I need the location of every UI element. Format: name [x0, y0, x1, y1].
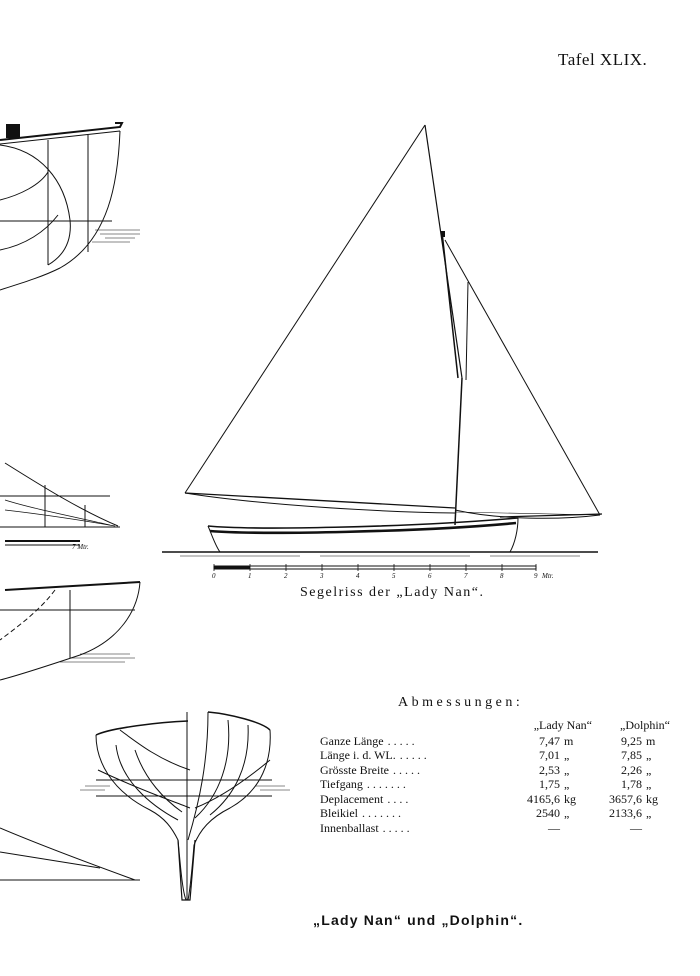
dimension-row [320, 748, 670, 763]
column-header-lady-nan: „Lady Nan“ [533, 718, 592, 732]
lady-nan-unit [560, 821, 592, 836]
lady-nan-unit: kg [564, 791, 576, 806]
scale-tick-8: 8 [500, 572, 504, 580]
leader-dots: . . . . . [399, 748, 427, 762]
dolphin-value: 2,26 [621, 762, 642, 777]
dimension-label-text: Grösste Breite [320, 762, 389, 777]
scale-unit: Mtr. [542, 572, 554, 580]
dimension-label-text: Deplacement [320, 791, 384, 806]
figure-caption: Segelriss der „Lady Nan“. [300, 585, 485, 600]
sail-plan [185, 125, 602, 525]
dimension-label-text: Tiefgang [320, 777, 363, 791]
main-hull [162, 518, 598, 556]
bottom-left-hull-section [0, 828, 140, 880]
dimension-label [320, 734, 470, 749]
lady-nan-value: 4165,6 [527, 791, 560, 806]
dimension-row [320, 734, 670, 749]
lady-nan-value: 2540 [536, 806, 560, 820]
dolphin-unit: m [646, 733, 656, 748]
dolphin-value: 1,78 [621, 777, 642, 791]
dimension-row [320, 806, 670, 821]
scale-tick-1: 1 [248, 572, 252, 580]
lady-nan-value: 1,75 [539, 777, 560, 791]
dolphin-unit [642, 821, 670, 836]
scale-tick-3: 3 [320, 572, 324, 580]
lady-nan-unit: „ [564, 762, 570, 777]
dimension-label [320, 806, 470, 821]
lady-nan-unit: m [564, 733, 574, 748]
dimension-label-text: Ganze Länge [320, 733, 384, 748]
dimension-label-text: Bleikiel [320, 806, 358, 820]
dolphin-value: 7,85 [621, 748, 642, 762]
dimension-label [320, 763, 470, 778]
dolphin-unit: „ [646, 806, 652, 820]
dimension-label-text: Länge i. d. WL. [320, 748, 396, 762]
plate-footer-title: „Lady Nan“ und „Dolphin“. [313, 912, 524, 928]
scale-tick-7: 7 [464, 572, 468, 580]
lower-left-hull-section [0, 582, 140, 680]
mid-left-hull-section [0, 463, 120, 545]
plate-title: Tafel XLIX. [558, 50, 648, 69]
leader-dots: . . . . . . . [366, 777, 406, 791]
lady-nan-value: 7,47 [539, 733, 560, 748]
scale-tick-9: 9 [534, 572, 538, 580]
lady-nan-unit: „ [564, 777, 570, 791]
dolphin-unit: „ [646, 777, 652, 791]
dimension-label [320, 777, 470, 792]
scale-tick-4: 4 [356, 572, 360, 580]
dimension-label-text: Innenballast [320, 820, 379, 835]
dolphin-unit: kg [646, 791, 658, 806]
dimension-label [320, 821, 470, 836]
lady-nan-unit: „ [564, 806, 570, 820]
leader-dots: . . . . . [387, 733, 415, 748]
scale-tick-6: 6 [428, 572, 432, 580]
top-left-hull-section [0, 123, 140, 290]
dimension-row [320, 792, 670, 807]
scale-tick-0: 0 [212, 572, 216, 580]
dimension-row [320, 821, 670, 836]
lady-nan-unit: „ [564, 748, 570, 762]
dimensions-table [320, 718, 670, 835]
dolphin-value: 2133,6 [609, 806, 642, 820]
dimensions-title: Abmessungen: [398, 695, 524, 710]
lady-nan-value: 7,01 [539, 748, 560, 762]
dimension-row [320, 763, 670, 778]
leader-dots: . . . . . . . [362, 806, 401, 820]
dimension-row [320, 777, 670, 792]
lady-nan-value: 2,53 [539, 762, 560, 777]
dolphin-value: 3657,6 [609, 791, 642, 806]
lady-nan-value: — [548, 820, 560, 835]
leader-dots: . . . . . [382, 820, 410, 835]
scale-bar [212, 564, 554, 580]
column-header-dolphin: „Dolphin“ [620, 718, 670, 732]
dolphin-unit: „ [646, 748, 652, 762]
leader-dots: . . . . [387, 791, 409, 806]
dolphin-value: 9,25 [621, 733, 642, 748]
small-scale-label: 7 Mtr. [72, 543, 89, 551]
leader-dots: . . . . . [392, 762, 420, 777]
dolphin-unit: „ [646, 762, 652, 777]
scale-tick-2: 2 [284, 572, 288, 580]
scale-tick-5: 5 [392, 572, 396, 580]
dimension-label [320, 792, 470, 807]
dolphin-value: — [630, 820, 642, 835]
dimension-label [320, 748, 470, 763]
